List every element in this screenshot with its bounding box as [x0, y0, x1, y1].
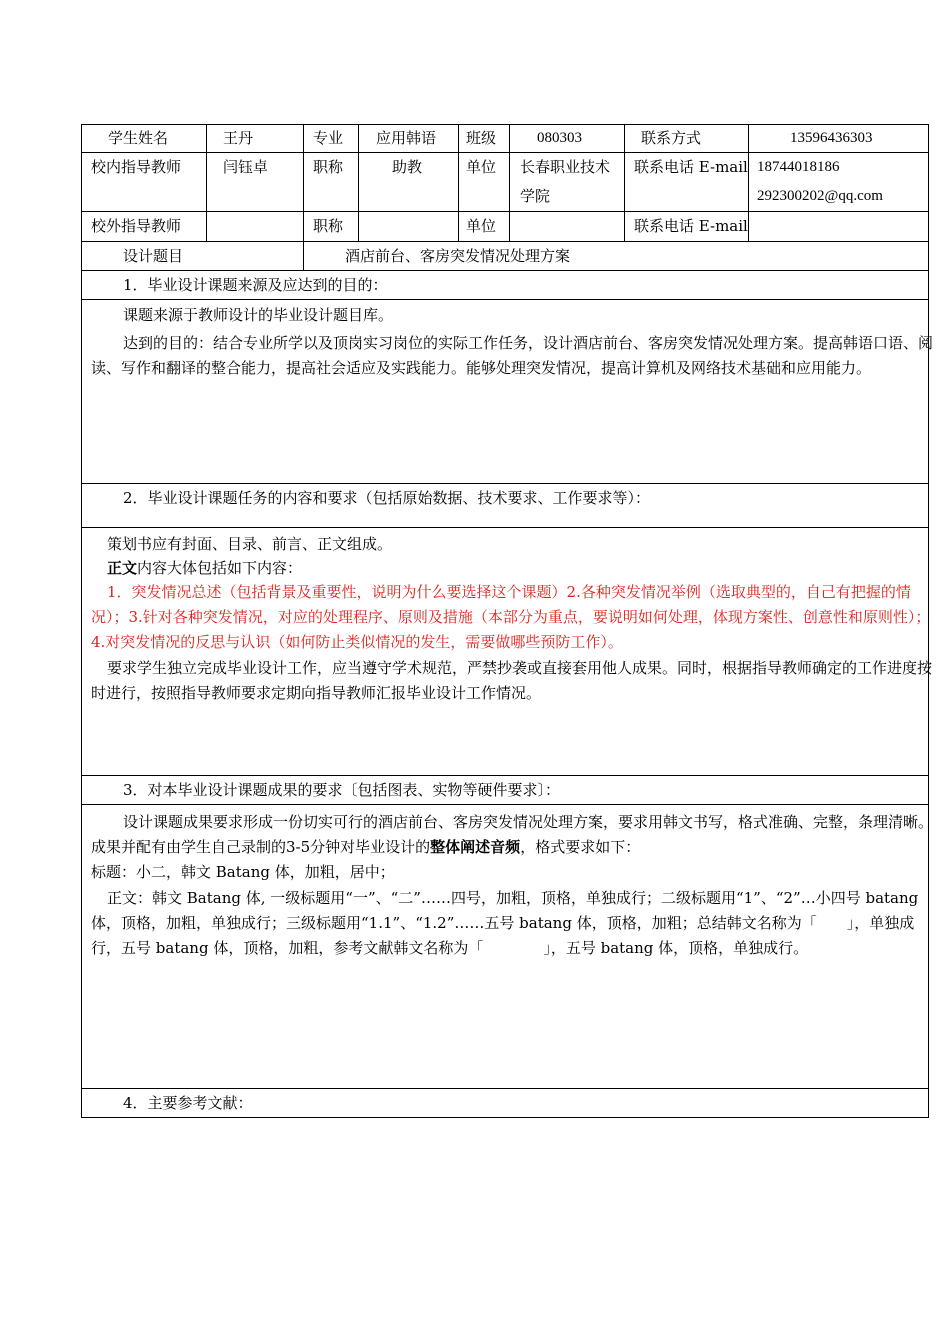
section2-p2-bold: 正文 [107, 559, 138, 577]
outer-teacher-label: 校外指导教师 [91, 217, 182, 235]
section3-p3 [91, 886, 939, 961]
phone-value: 18744018186 [757, 159, 840, 175]
rule [81, 1117, 929, 1118]
rule [81, 241, 929, 242]
rule [81, 1088, 929, 1089]
title-label: 职称 [313, 217, 344, 235]
title-label: 职称 [313, 158, 344, 176]
class-label: 班级 [466, 129, 497, 147]
rule [358, 124, 359, 241]
section1-heading: 1．毕业设计课题来源及应达到的目的： [123, 276, 388, 294]
rule [81, 152, 929, 153]
unit-label: 单位 [466, 217, 497, 235]
section3-p2: 标题：小二，韩文 Batang 体，加粗，居中； [91, 863, 395, 881]
rule [748, 124, 749, 241]
student-name-label: 学生姓名 [108, 129, 169, 147]
rule [81, 483, 929, 484]
section2-p2 [107, 558, 302, 578]
section2-p2-rest: 内容大体包括如下内容： [137, 559, 303, 577]
major-value: 应用韩语 [376, 129, 437, 147]
section3-p1 [91, 810, 939, 860]
rule [81, 211, 929, 212]
section4-heading: 4．主要参考文献： [123, 1094, 253, 1112]
phone-email-label: 联系电话 E-mail [634, 158, 748, 176]
rule [458, 124, 459, 241]
rule [81, 775, 929, 776]
section3-p1-bold: 整体阐述音频 [430, 838, 521, 856]
section1-goal [91, 331, 939, 381]
rule [624, 124, 625, 241]
title-value: 助教 [392, 158, 423, 176]
rule [81, 270, 929, 271]
section3-p3-text: 正文：韩文 Batang 体, 一级标题用“一”、“二”……四号，加粗，顶格，单独成行；二级标题用“1”、“2”…小四号 batang 体，顶格，加粗，单独成行；三级标题用“1.1”、“1.2”……五号 batang 体，顶格，加粗；总结韩文名称为「 」，单独成行，五号 batang 体，顶格，加粗，参考文献韩文名称为「 」，五号 batang 体，顶格，单独成行。 [91, 889, 919, 957]
unit-value-line2: 学院 [520, 187, 551, 205]
phone-email-label: 联系电话 E-mail [634, 217, 748, 235]
topic-value: 酒店前台、客房突发情况处理方案 [345, 247, 571, 265]
class-value: 080303 [537, 130, 582, 146]
section2-red-text: 1．突发情况总述（包括背景及重要性，说明为什么要选择这个课题）2.各种突发情况举例（选取典型的，自己有把握的情况）；3.针对各种突发情况，对应的处理程序、原则及措施（本部分为重点，要说明如何处理，体现方案性、创意性和原则性）；4.对突发情况的反思与认识（如何防止类似情况的发生，需要做哪些预防工作）。 [91, 583, 931, 651]
section2-p1: 策划书应有封面、目录、前言、正文组成。 [107, 535, 393, 553]
section1-source: 课题来源于教师设计的毕业设计题目库。 [123, 306, 394, 324]
rule [81, 804, 929, 805]
contact-value: 13596436303 [790, 130, 873, 146]
rule [303, 124, 304, 271]
section3-heading: 3．对本毕业设计课题成果的要求〔包括图表、实物等硬件要求〕： [123, 781, 561, 799]
student-name-value: 王丹 [223, 129, 254, 147]
email-value: 292300202@qq.com [757, 188, 883, 204]
unit-label: 单位 [466, 158, 497, 176]
contact-label: 联系方式 [641, 129, 702, 147]
section2-p4 [91, 656, 939, 706]
section3-p1-a: 设计课题成果要求形成一份切实可行的酒店前台、客房突发情况处理方案，要求用韩文书写，格式准确、完整，条理清晰。成果并配有由学生自己录制的3-5分钟对毕业设计的 [91, 813, 934, 856]
section2-heading: 2．毕业设计课题任务的内容和要求（包括原始数据、技术要求、工作要求等）： [123, 489, 651, 507]
major-label: 专业 [313, 129, 344, 147]
topic-label: 设计题目 [123, 247, 184, 265]
section2-red-list [91, 580, 939, 655]
rule [81, 299, 929, 300]
section2-p4-text: 要求学生独立完成毕业设计工作，应当遵守学术规范，严禁抄袭或直接套用他人成果。同时，根据指导教师确定的工作进度按时进行，按照指导教师要求定期向指导教师汇报毕业设计工作情况。 [91, 659, 933, 702]
inner-teacher-label: 校内指导教师 [91, 158, 182, 176]
rule [81, 124, 929, 125]
rule [81, 124, 82, 1118]
section1-goal-text: 达到的目的：结合专业所学以及顶岗实习岗位的实际工作任务，设计酒店前台、客房突发情况处理方案。提高韩语口语、阅读、写作和翻译的整合能力，提高社会适应及实践能力。能够处理突发情况，提高计算机及网络技术基础和应用能力。 [91, 334, 934, 377]
unit-value-line1: 长春职业技术 [520, 158, 611, 176]
inner-teacher-value: 闫钰卓 [223, 158, 269, 176]
rule [81, 527, 929, 528]
rule [206, 124, 207, 241]
section3-p1-c: ，格式要求如下： [520, 838, 641, 856]
rule [509, 124, 510, 241]
